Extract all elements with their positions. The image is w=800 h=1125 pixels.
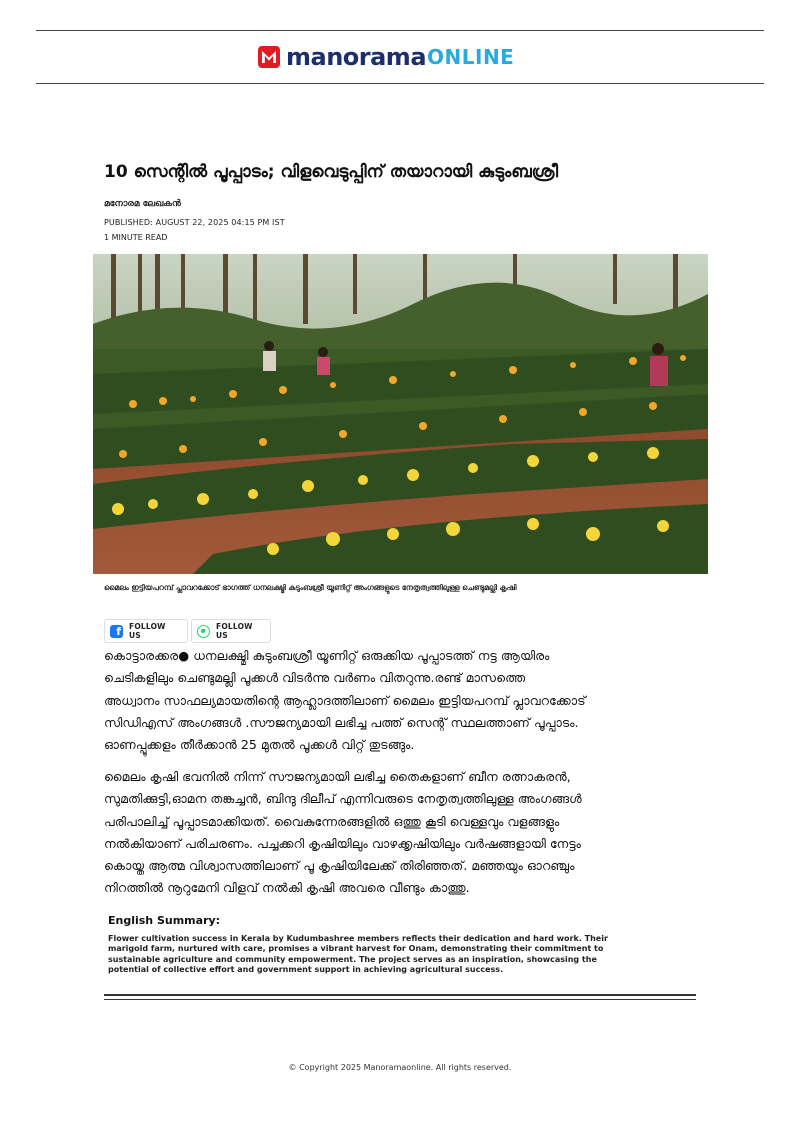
whatsapp-follow-button[interactable] xyxy=(191,619,271,643)
paragraph-line: സിഡിഎസ് അംഗങ്ങൾ .സൗജന്യമായി ലഭിച്ച പത്ത് സെന്റ് സ്ഥലത്താണ് പൂപ്പാടം. xyxy=(104,714,579,730)
paragraph-line: മൈലം കൃഷി ഭവനിൽ നിന്ന് സൗജന്യമായി ലഭിച്ച തൈകളാണ് ബീന രത്നാകരൻ, xyxy=(104,769,571,784)
paragraph-line: സുമതിക്കുട്ടി,ഓമന തങ്കച്ചൻ, ബിന്ദു ദിലീപ് എന്നിവരുടെ നേതൃത്വത്തിലുള്ള അംഗങ്ങൾ xyxy=(104,791,582,807)
article-headline: 10 സെന്റിൽ പൂപ്പാടം; വിളവെടുപ്പിന് തയാറായി കുടുംബശ്രീ xyxy=(104,162,559,182)
article-author: മനോരമ ലേഖകൻ xyxy=(104,199,181,209)
paragraph-line: കൊയ്ത ആത്മ വിശ്വാസത്തിലാണ് പൂ കൃഷിയിലേക്ക് തിരിഞ്ഞത്. മഞ്ഞയും ഓറഞ്ചും xyxy=(104,858,575,874)
facebook-icon: f xyxy=(110,625,123,638)
summary-line: sustainable agriculture and community empowerment. The project serves as an inspiration, showcasing the xyxy=(108,954,597,964)
article-end-divider xyxy=(104,994,696,1000)
english-summary-text xyxy=(108,934,693,976)
read-time: 1 MINUTE READ xyxy=(104,233,168,242)
facebook-follow-button[interactable] xyxy=(104,619,188,643)
paragraph-line: നൽകിയാണ് പരിചരണം. പച്ചക്കറി കൃഷിയിലും വാഴക്കൃഷിയിലും വർഷങ്ങളായി നേട്ടം xyxy=(104,835,581,851)
paragraph-line: ഓണപ്പൂക്കളം തീർക്കാൻ 25 മുതൽ പൂക്കൾ വിറ്റ് തുടങ്ങും. xyxy=(104,737,415,753)
logo-wordmark: manorama xyxy=(286,43,427,71)
summary-line: potential of collective effort and government support in achieving agricultural success. xyxy=(108,965,504,975)
english-summary-title: English Summary: xyxy=(108,914,221,927)
manorama-logo-icon xyxy=(258,46,280,68)
image-caption: മൈലം ഇട്ടിയപറമ്പ് പ്ലാവറക്കോട് ഭാഗത്ത് ധനലക്ഷ്മി കുടുംബശ്രീ യൂണിറ്റ് അംഗങ്ങളുടെ നേതൃത്വത്തിലുള്ള ചെണ്ടുമല്ലി കൃഷി xyxy=(104,583,517,592)
summary-line: marigold farm, nurtured with care, promises a vibrant harvest for Onam, demonstrating their commitment to xyxy=(108,944,604,954)
article-photo xyxy=(93,254,708,574)
facebook-follow-label: FOLLOW US xyxy=(129,622,166,640)
whatsapp-follow-label: FOLLOW US xyxy=(216,622,253,640)
summary-line: Flower cultivation success in Kerala by Kudumbashree members reflects their dedication and hard work. Their xyxy=(108,934,608,943)
copyright-notice: © Copyright 2025 Manoramaonline. All rights reserved. xyxy=(288,1063,512,1072)
article-paragraph-1 xyxy=(104,645,704,756)
paragraph-line: പരിപാലിച്ച് പൂപ്പാടമാക്കിയത്. വൈകുന്നേരങ്ങളിൽ ഒത്തു കൂടി വെള്ളവും വളങ്ങളും xyxy=(104,813,560,829)
paragraph-line: നിറത്തിൽ നൂറുമേനി വിളവ് നൽകി കൃഷി അവരെ വീണ്ടും കാത്തു. xyxy=(104,880,470,896)
whatsapp-icon xyxy=(197,625,210,638)
article-paragraph-2 xyxy=(104,766,704,900)
paragraph-line: ചെടികളിലും ചെണ്ടുമല്ലി പൂക്കൾ വിടർന്നു വർണം വിതറുന്നു.രണ്ട് മാസത്തെ xyxy=(104,670,526,686)
header-top-rule xyxy=(36,30,764,31)
marigold-field-photo xyxy=(93,254,708,574)
paragraph-line: കൊട്ടാരക്കര● ധനലക്ഷ്മി കുടുംബശ്രീ യൂണിറ്റ് ഒരുക്കിയ പൂപ്പാടത്ത് നട്ട ആയിരം xyxy=(104,648,550,663)
published-date: PUBLISHED: AUGUST 22, 2025 04:15 PM IST xyxy=(104,218,285,227)
paragraph-line: അധ്വാനം സാഫല്യമായതിന്റെ ആഹ്ലാദത്തിലാണ് മൈലം ഇട്ടിയപറമ്പ് പ്ലാവറക്കോട് xyxy=(104,692,586,708)
site-logo[interactable] xyxy=(258,43,514,71)
logo-online-text: ONLINE xyxy=(427,45,515,69)
header-bottom-rule xyxy=(36,83,764,84)
